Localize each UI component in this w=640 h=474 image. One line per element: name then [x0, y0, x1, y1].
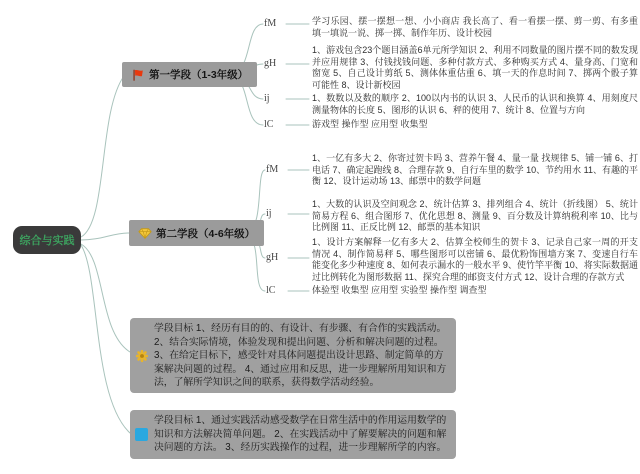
- branch-text[interactable]: 1、设计方案解释一亿有多大 2、估算全校师生的贺卡 3、记录自己家一周的开支情况 4、制作简易秤 5、哪些图形可以密铺 6、最优粉饰围墙方案 7、变速自行车能变化多少种速度 8、如何表示漏水的一般水平 9、使竹竿平衡 10、将实际数据通过比例转化为图形数据 11、探究合理的邮资支付方式 12、设计合理的存款方式: [312, 237, 638, 282]
- root-connectors: [81, 76, 130, 433]
- branch-tag[interactable]: gH: [264, 58, 277, 69]
- branch-text[interactable]: 游戏型 操作型 应用型 收集型: [312, 119, 428, 129]
- branch-text[interactable]: 1、数数以及数的顺序 2、100以内书的认识 3、人民币的认识和换算 4、用刻度尺测量物体的长度 5、图形的认识 6、秤的使用 7、统计 8、位置与方向: [312, 93, 638, 115]
- rosette-icon: [135, 349, 149, 363]
- branch-tag[interactable]: gH: [266, 252, 279, 263]
- goal-box-stage2[interactable]: [130, 318, 456, 393]
- branch-text[interactable]: 1、游戏包含23个题目涵盖6单元所学知识 2、利用不同数量的图片摆不同的数发现并应用规律 3、付钱找钱问题、多种付款方式、多种购买方式 4、量身高、门宽和窗宽 5、自己设计剪纸 5、测体体重估重 6、填一天的作息时间 7、掷两个骰子算可能性 8、设计新校园: [312, 45, 638, 90]
- branch-tag[interactable]: lC: [264, 119, 274, 130]
- branch-text[interactable]: 学习乐园、摆一摆想一想、小小商店 我长高了、看一看摆一摆、剪一剪、有多重 填一填说一说、掷一掷、制作年历、设计校园: [312, 16, 638, 38]
- branch-tag[interactable]: lC: [266, 285, 276, 296]
- branch-text[interactable]: 体验型 收集型 应用型 实验型 操作型 调查型: [312, 285, 487, 295]
- goal-box-stage1[interactable]: [130, 410, 456, 459]
- stage2-node-label: 第二学段（4-6年级）: [156, 227, 256, 240]
- stage1-node[interactable]: [122, 62, 257, 87]
- goal-text: 学段目标 1、通过实践活动感受数学在日常生活中的作用运用数学的知识和方法解决简单问题。 2、在实践活动中了解要解决的问题和解决问题的方法。 3、经历实践操作的过程，进一步理解所学的内容。: [154, 415, 447, 453]
- branch-tag[interactable]: ij: [264, 93, 270, 104]
- red-flag-icon: [131, 68, 145, 82]
- blue-square-icon: [135, 428, 149, 442]
- stage2-node[interactable]: [129, 220, 264, 246]
- branch-tag[interactable]: fM: [264, 18, 277, 29]
- gem-icon: [138, 226, 152, 240]
- stage1-node-label: 第一学段（1-3年级）: [149, 69, 249, 81]
- root-topic[interactable]: 综合与实践: [13, 226, 81, 254]
- branch-text[interactable]: 1、一亿有多大 2、你寄过贺卡吗 3、营养午餐 4、量一量 找规律 5、铺一铺 6、打电话 7、确定起跑线 8、合理存款 9、自行车里的数学 10、节约用水 11、有趣的平衡 12、设计运动场 13、邮票中的数学问题: [312, 153, 638, 186]
- branch-text[interactable]: 1、大数的认识及空间观念 2、统计估算 3、排列组合 4、统计（折线图） 5、统计简易方程 6、组合图形 7、优化思想 8、测量 9、百分数及计算纳税利率 10、比与比例图 11、正反比例 12、邮票的基本知识: [312, 199, 638, 232]
- branch-tag[interactable]: fM: [266, 164, 279, 175]
- branch-tag[interactable]: ij: [266, 208, 272, 219]
- goal-text: 学段目标 1、经历有目的的、有设计、有步骤、有合作的实践活动。 2、结合实际情境，体验发现和提出问题、分析和解决问题的过程。 3、在给定目标下，感受针对具体问题提出设计思路、制定简单的方案解决问题的过程。 4、通过应用和反思，进一步理解所用知识和方法，了解所学知识之间的联系，获得数学活动经验。: [154, 323, 447, 388]
